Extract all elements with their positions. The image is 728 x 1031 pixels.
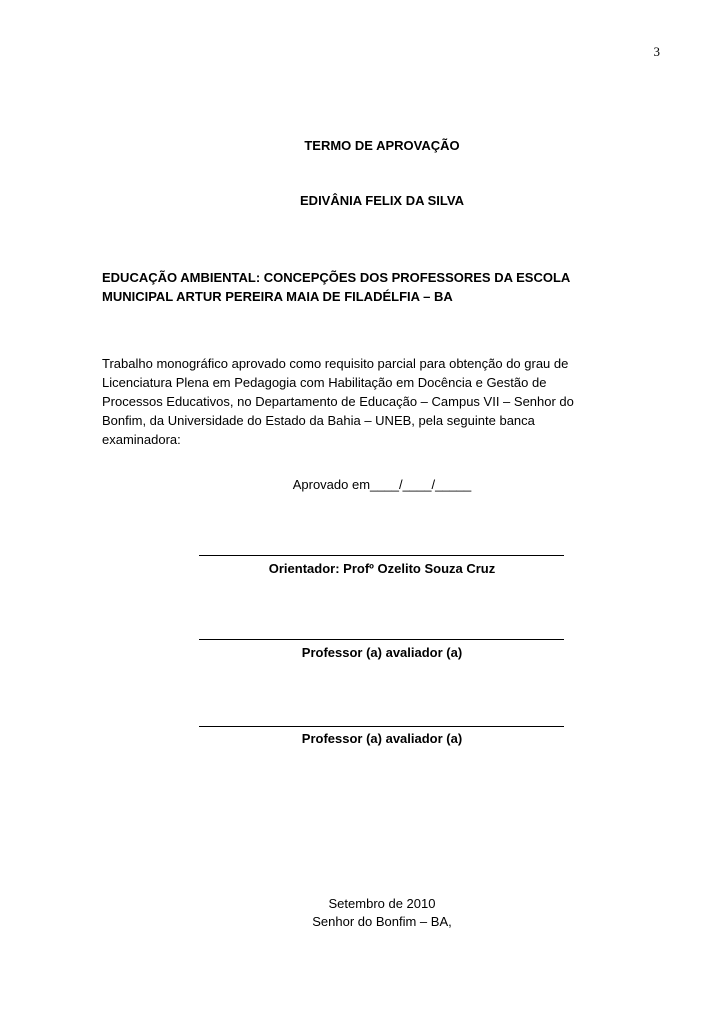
description-line: Trabalho monográfico aprovado como requisito parcial para obtenção do grau de <box>102 356 569 371</box>
approval-date-line: Aprovado em____/____/_____ <box>292 477 472 492</box>
description-line: Processos Educativos, no Departamento de Educação – Campus VII – Senhor do <box>102 394 574 409</box>
description-line: Bonfim, da Universidade do Estado da Bahia – UNEB, pela seguinte banca <box>102 413 535 428</box>
evaluator-2-signature-line <box>199 726 564 727</box>
footer-place: Senhor do Bonfim – BA, <box>312 914 452 929</box>
description-line: Licenciatura Plena em Pedagogia com Habilitação em Docência e Gestão de <box>102 375 547 390</box>
page-heading: TERMO DE APROVAÇÃO <box>304 138 460 153</box>
author-name: EDIVÂNIA FELIX DA SILVA <box>300 193 464 208</box>
thesis-title-line: MUNICIPAL ARTUR PEREIRA MAIA DE FILADÉLFIA – BA <box>102 289 453 304</box>
evaluator-2-label: Professor (a) avaliador (a) <box>301 731 463 746</box>
footer-date: Setembro de 2010 <box>328 896 436 911</box>
thesis-title-line: EDUCAÇÃO AMBIENTAL: CONCEPÇÕES DOS PROFESSORES DA ESCOLA <box>102 270 571 285</box>
advisor-signature-line <box>199 555 564 556</box>
description-line: examinadora: <box>102 432 181 447</box>
approval-description <box>102 354 662 449</box>
evaluator-1-signature-line <box>199 639 564 640</box>
advisor-label: Orientador: Profº Ozelito Souza Cruz <box>268 561 496 576</box>
thesis-title <box>102 268 662 306</box>
evaluator-1-label: Professor (a) avaliador (a) <box>301 645 463 660</box>
page-number: 3 <box>653 44 660 59</box>
